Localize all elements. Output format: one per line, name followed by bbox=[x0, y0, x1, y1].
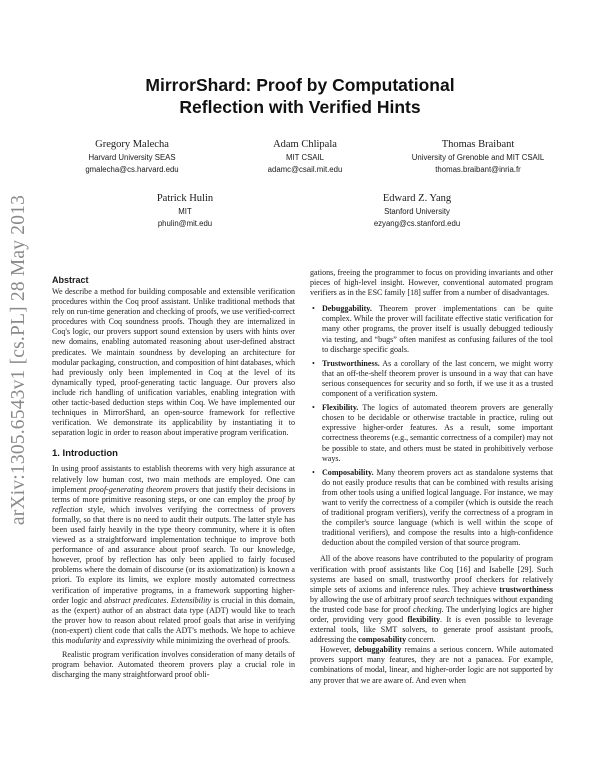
author-affiliation: MIT bbox=[178, 207, 192, 216]
list-item: • Composability. Many theorem provers act as standalone systems that do not easily produce results that can be combined with results arising from other tools using a unified logical language. For instance, we may want to verify the correctness of a compiler (which is outside the reach of traditional program verifiers), verify the correctness of a program in the compiler's source language (which is well within the scope of traditional verifiers), and compose the results into a high-confidence deduction about the compiled version of that source program. bbox=[312, 467, 553, 548]
disadvantages-list bbox=[310, 304, 553, 548]
bullet-icon: • bbox=[312, 304, 315, 314]
arxiv-identifier-text: arXiv:1305.6543v1 [cs.PL] 28 May 2013 bbox=[8, 194, 29, 526]
author-block-yang bbox=[342, 192, 492, 230]
list-item: • Trustworthiness. As a corollary of the last concern, we might worry that an off-the-shelf theorem prover is unsound in a way that can have serious consequences for security and so forth, if we use it as a trusted component of a verification system. bbox=[312, 358, 553, 399]
list-item: • Debuggability. Theorem prover implementations can be quite complex. While the prover will facilitate effective static verification for many other programs, the prover itself is usually debugged tediously via testing, and “bugs” often manifest as confusing failures of the tool to discharge specific goals. bbox=[312, 304, 553, 354]
bullet-icon: • bbox=[312, 358, 315, 368]
bullet-icon: • bbox=[312, 467, 315, 477]
intro-paragraph-1: In using proof assistants to establish theorems with very high assurance at relatively low human cost, two main methods are employed. One can implement proof-generating theorem provers that justify their decisions in terms of more primitive reasoning steps, or one can employ the proof by reflection style, which involves verifying the correctness of provers formally, so that there is no need to audit their outputs. The latter style has been used fairly heavily in the type theory community, where it is often viewed as a straightforward implementation technique to improve both performance of and assurance about proof search. To our knowledge, however, proof by reflection has only been applied to fairly focused problems where the domain of discourse (or its axiomatization) is known a priori. To explore its limits, we explore mostly automated correctness verification of imperative programs, in a framework supporting higher-order logic and abstract predicates. Extensibility is crucial in this domain, as the (expert) author of an abstract data type (ADT) would like to teach the prover how to reason about related proof goals that arise in verifying (non-expert) client code that calls the ADT's methods. We hope to achieve this modularity and expressivity while minimizing the overhead of proofs. bbox=[52, 464, 295, 645]
bullet-icon: • bbox=[312, 403, 315, 413]
author-email: adamc@csail.mit.edu bbox=[267, 165, 343, 174]
author-affiliation: Stanford University bbox=[384, 207, 450, 216]
abstract-heading: Abstract bbox=[52, 275, 89, 285]
paragraph-debuggability: However, debuggability remains a serious concern. While automated provers support many features, they are not a panacea. For example, combinations of modal, linear, and higher-order logic are not supported by any prover that we are aware of. And even when bbox=[310, 645, 553, 685]
intro-paragraph-2: Realistic program verification involves consideration of many details of program behavior. Automated theorem provers play a crucial role in discharging the many straightforward proof obli- bbox=[52, 650, 295, 680]
author-email: gmalecha@cs.harvard.edu bbox=[85, 165, 179, 174]
list-item: • Flexibility. The logics of automated theorem provers are generally chosen to be decidable or otherwise tractable in practice, ruling out expressive higher-order features. As a result, some important correctness theorems (e.g., semantic correctness of a compiler) may not be possible to state, and others must be stated in prohibitively verbose ways. bbox=[312, 403, 553, 463]
left-column bbox=[52, 268, 295, 680]
title-line-2: Reflection with Verified Hints bbox=[179, 97, 421, 117]
author-affiliation: University of Grenoble and MIT CSAIL bbox=[411, 153, 545, 162]
author-email: thomas.braibant@inria.fr bbox=[435, 165, 521, 174]
author-block-hulin bbox=[115, 192, 255, 230]
author-affiliation: MIT CSAIL bbox=[286, 153, 324, 162]
author-name: Adam Chlipala bbox=[273, 139, 337, 150]
author-name: Thomas Braibant bbox=[441, 139, 515, 150]
author-email: phulin@mit.edu bbox=[157, 219, 213, 228]
author-email: ezyang@cs.stanford.edu bbox=[373, 219, 461, 228]
abstract-text: We describe a method for building composable and extensible verification procedures within the Coq proof assistant. Unlike traditional methods that rely on run-time generation and checking of proofs, we use verified-correct procedures with Coq soundness proofs. Though they are internalized in Coq's logic, our provers support sound extension by users with hints over new domains, enabling automated reasoning about user-defined abstract predicates. We maintain soundness by developing an architecture for modular packaging, construction, and composition of hint databases, which had previously only been implemented in Coq at the level of its dynamically typed, proof-generating tactic language. Our provers also include rich handling of unification variables, enabling integration with other tactic-based deduction steps within Coq. We have implemented our techniques in MirrorShard, an open-source framework for reflective verification. We demonstrate its applicability by instantiating it to separation logic in order to reason about imperative program verification. bbox=[52, 287, 295, 438]
paper-title bbox=[0, 74, 600, 118]
author-affiliation: Harvard University SEAS bbox=[88, 153, 176, 162]
author-block-chlipala bbox=[225, 138, 385, 176]
right-column bbox=[310, 268, 553, 686]
author-name: Edward Z. Yang bbox=[382, 193, 452, 204]
title-line-1: MirrorShard: Proof by Computational bbox=[145, 75, 455, 95]
arxiv-identifier bbox=[6, 150, 32, 570]
introduction-heading: 1. Introduction bbox=[52, 448, 118, 460]
paragraph-proof-assistants: All of the above reasons have contributed to the popularity of program verification with proof assistants like Coq [16] and Isabelle [29]. Such systems are based on small, trustworthy proof checkers for relatively simple sets of axioms and inference rules. They achieve trustworthiness by allowing the use of arbitrary proof search techniques without expanding the trusted code base for proof checking. The underlying logics are higher order, providing very good flexibility. It is even possible to leverage external tools, like SMT solvers, to generate proof assistant proofs, addressing the composability concern. bbox=[310, 554, 553, 645]
author-block-malecha bbox=[52, 138, 212, 176]
author-name: Gregory Malecha bbox=[95, 139, 169, 150]
author-name: Patrick Hulin bbox=[156, 193, 214, 204]
intro-paragraph-continued: gations, freeing the programmer to focus on providing invariants and other pieces of high-level insight. However, conventional automated program verifiers as in the ESC family [18] suffer from a number of disadvantages. bbox=[310, 268, 553, 298]
author-block-braibant bbox=[388, 138, 568, 176]
